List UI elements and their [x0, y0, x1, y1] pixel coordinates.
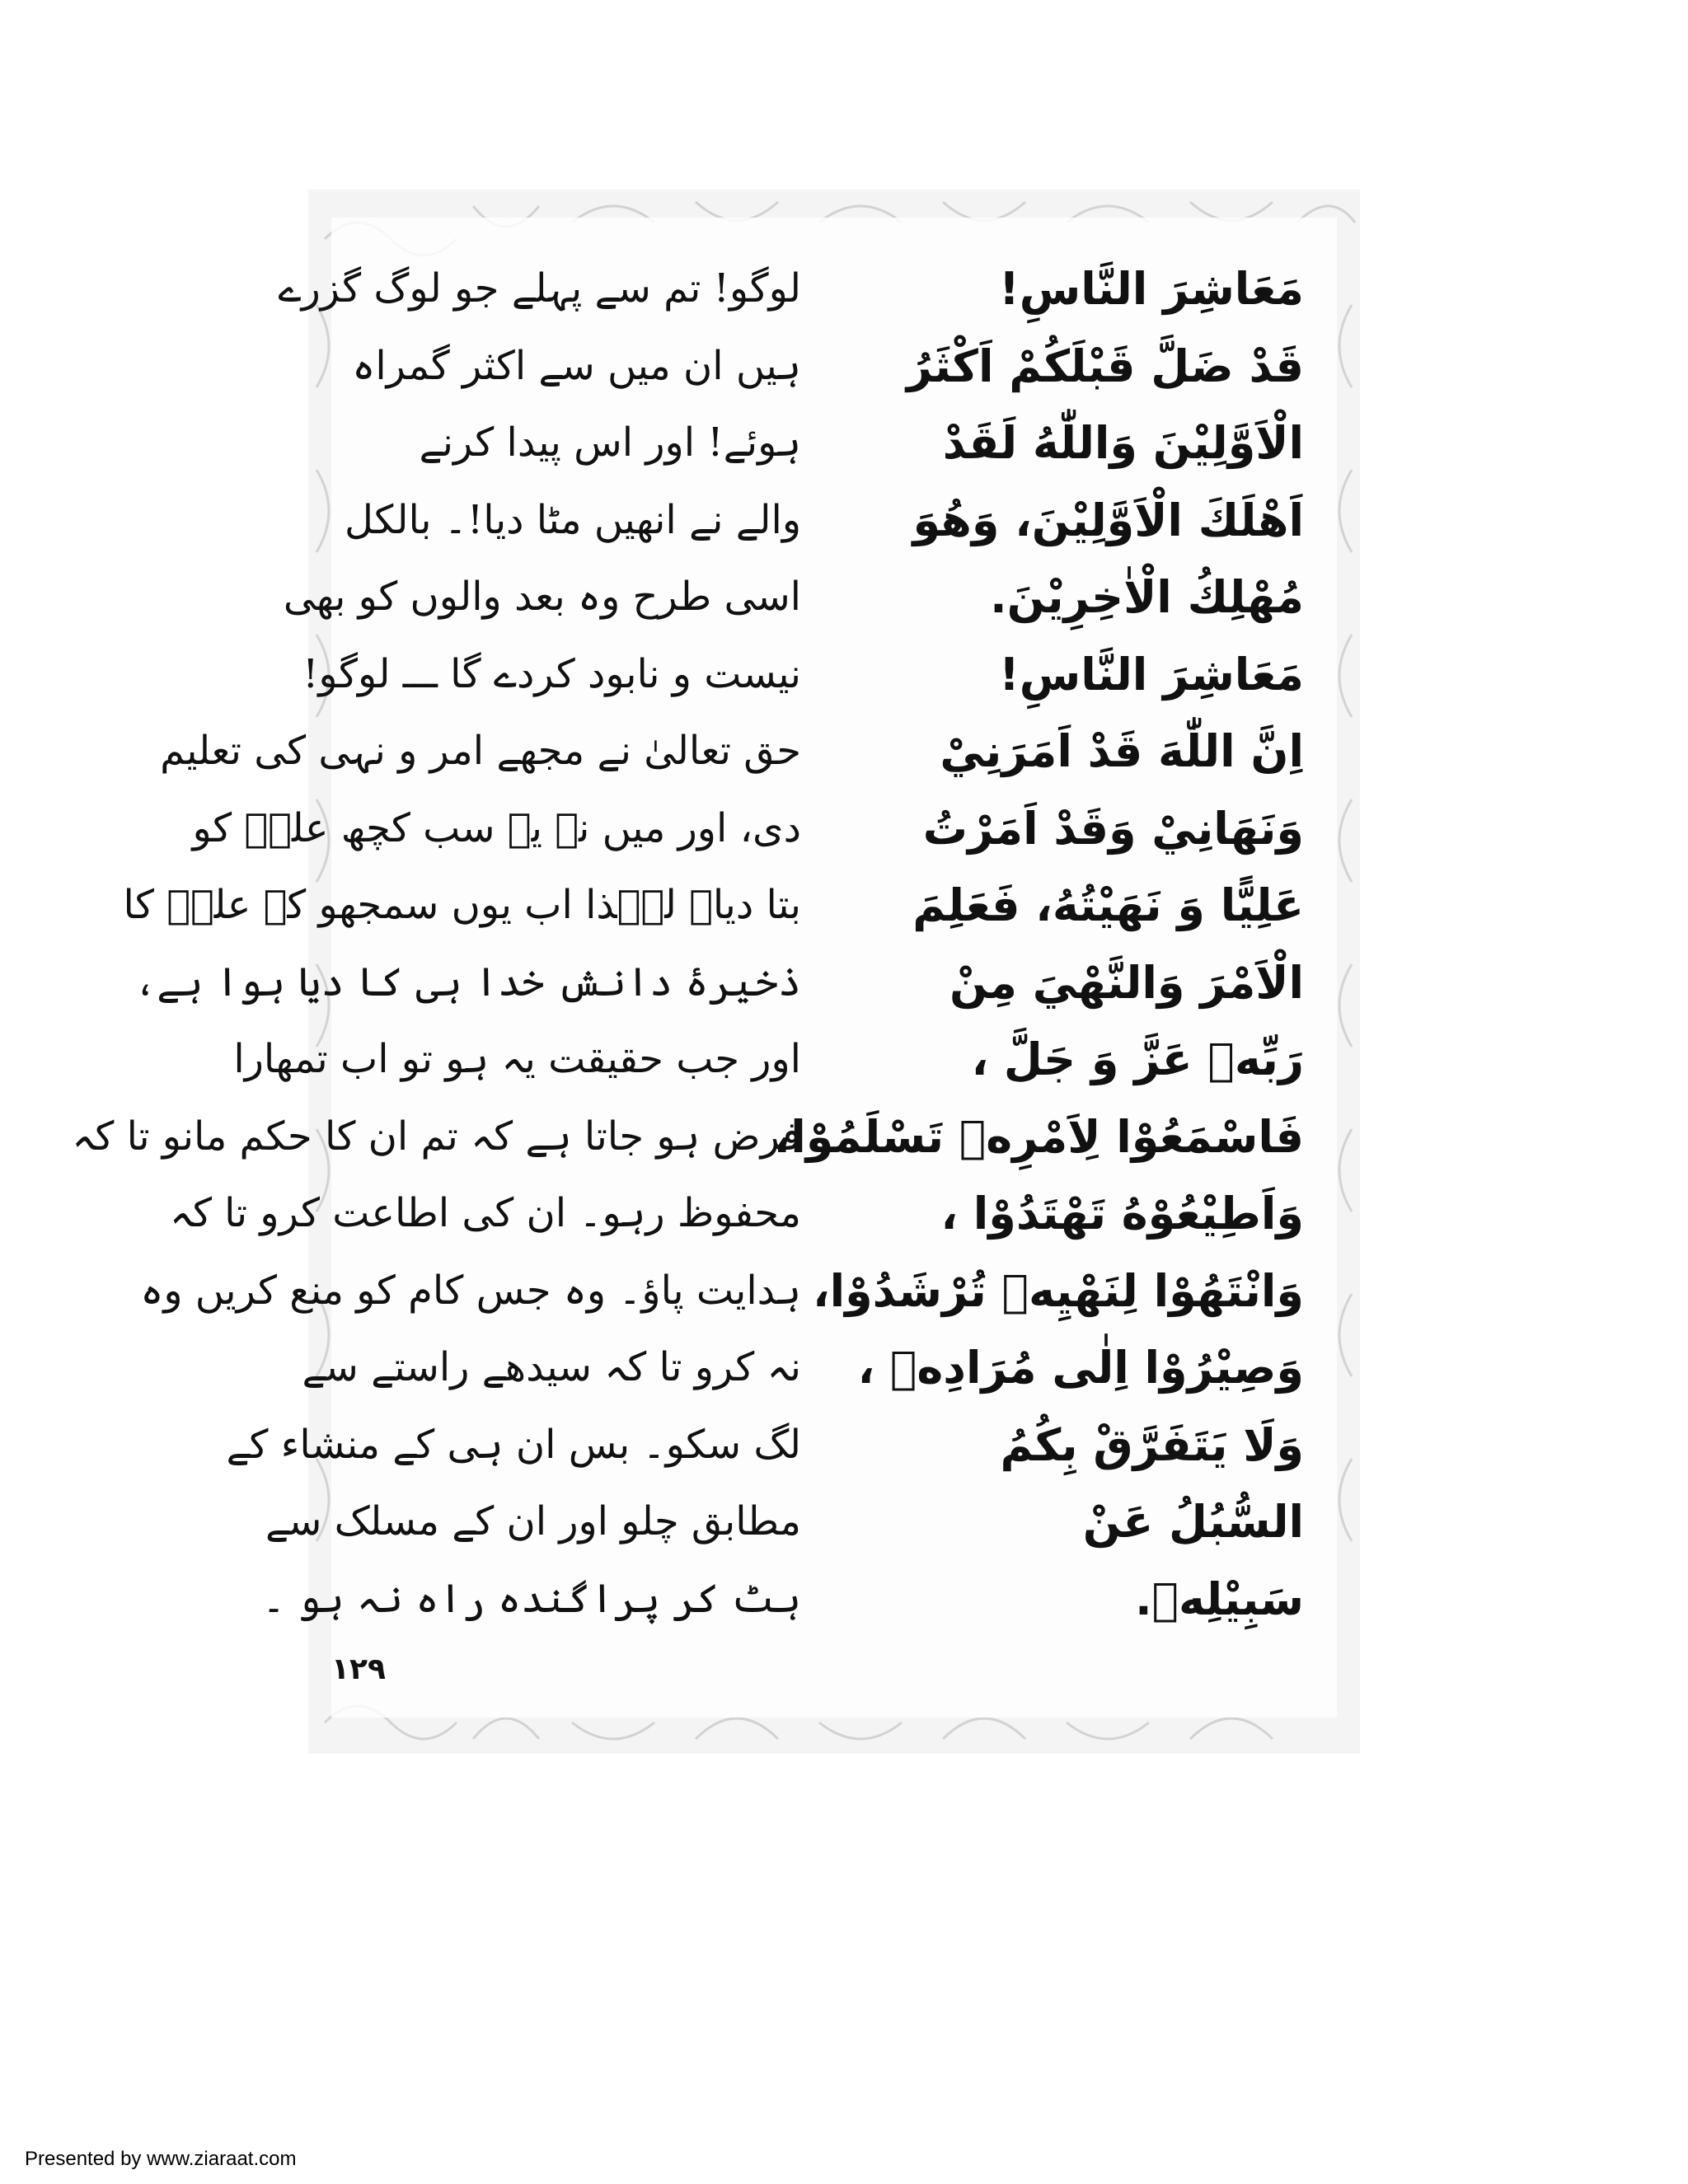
urdu-column	[72, 251, 801, 1638]
urdu-line: حق تعالیٰ نے مجھے امر و نہی کی تعلیم	[160, 728, 801, 774]
arabic-line: مَعَاشِرَ النَّاسِ!	[999, 648, 1304, 701]
urdu-line: ہدایت پاؤ۔ وہ جس کام کو منع کریں وہ	[140, 1267, 801, 1314]
urdu-line: نہ کرو تا کہ سیدھے راستے سے	[302, 1344, 801, 1390]
urdu-line: ذخیرۂ دانش خدا ہی کا دیا ہوا ہے،	[134, 958, 801, 1005]
text-area	[72, 218, 1337, 1718]
urdu-line: اور جب حقیقت یہ ہو تو اب تمھارا	[233, 1036, 801, 1082]
arabic-line: رَبِّهٖ عَزَّ وَ جَلَّ ،	[971, 1033, 1304, 1085]
arabic-line: مُهْلِكُ الْاٰخِرِيْنَ.	[990, 571, 1304, 623]
arabic-line: سَبِيْلِهٖ.	[1135, 1572, 1304, 1625]
arabic-column	[773, 251, 1304, 1638]
arabic-line: وَاَطِيْعُوْهُ تَهْتَدُوْا ،	[940, 1188, 1304, 1240]
urdu-line: دی، اور میں نے یہ سب کچھ علیؑ کو	[192, 804, 801, 851]
arabic-line: قَدْ ضَلَّ قَبْلَكُمْ اَكْثَرُ	[906, 340, 1304, 392]
urdu-line: فرض ہو جاتا ہے کہ تم ان کا حکم مانو تا کہ	[72, 1113, 801, 1160]
urdu-line: بتا دیا۔ لہٰذا اب یوں سمجھو کہ علیؑ کا	[123, 882, 801, 928]
urdu-line: لوگو! تم سے پہلے جو لوگ گزرے	[278, 265, 801, 312]
urdu-line: محفوظ رہو۔ ان کی اطاعت کرو تا کہ	[169, 1190, 801, 1236]
arabic-line: اِنَّ اللّٰهَ قَدْ اَمَرَنِيْ	[940, 725, 1304, 777]
arabic-line: وَلَا يَتَفَرَّقْ بِكُمُ	[1000, 1418, 1304, 1471]
arabic-line: فَاسْمَعُوْا لِاَمْرِهٖ تَسْلَمُوْا،	[773, 1110, 1304, 1163]
arabic-line: الْاَمْرَ وَالنَّهْيَ مِنْ	[949, 956, 1304, 1009]
arabic-line: مَعَاشِرَ النَّاسِ!	[999, 263, 1304, 315]
urdu-line: مطابق چلو اور ان کے مسلک سے	[265, 1498, 801, 1544]
urdu-line: ہوئے! اور اس پیدا کرنے	[419, 419, 801, 466]
urdu-line: اسی طرح وہ بعد والوں کو بھی	[283, 574, 801, 620]
page-number: ۱۲۹	[331, 1652, 386, 1686]
urdu-line: ہیں ان میں سے اکثر گمراہ	[352, 342, 801, 389]
arabic-line: اَهْلَكَ الْاَوَّلِيْنَ، وَهُوَ	[912, 494, 1304, 546]
urdu-line: لگ سکو۔ بس ان ہی کے منشاء کے	[226, 1421, 801, 1468]
arabic-line: السُّبُلُ عَنْ	[1082, 1496, 1304, 1548]
page-panel	[72, 190, 1360, 1754]
arabic-line: عَلِيًّا وَ نَهَيْتُهُ، فَعَلِمَ	[912, 879, 1304, 931]
urdu-line: ہٹ کر پراگندہ راہ نہ ہو ۔	[261, 1575, 801, 1622]
footer-credit: Presented by www.ziaraat.com	[25, 2148, 297, 2170]
urdu-line: والے نے انھیں مٹا دیا!۔ بالکل	[345, 496, 801, 543]
arabic-line: وَنَهَانِيْ وَقَدْ اَمَرْتُ	[922, 802, 1304, 855]
arabic-line: وَانْتَهُوْا لِنَهْيِهٖ تُرْشَدُوْا،	[813, 1264, 1304, 1317]
arabic-line: الْاَوَّلِيْنَ وَاللّٰهُ لَقَدْ	[942, 417, 1304, 469]
urdu-line: نیست و نابود کردے گا ـــ لوگو!	[302, 650, 801, 697]
arabic-line: وَصِيْرُوْا اِلٰى مُرَادِهٖ ،	[857, 1342, 1304, 1394]
